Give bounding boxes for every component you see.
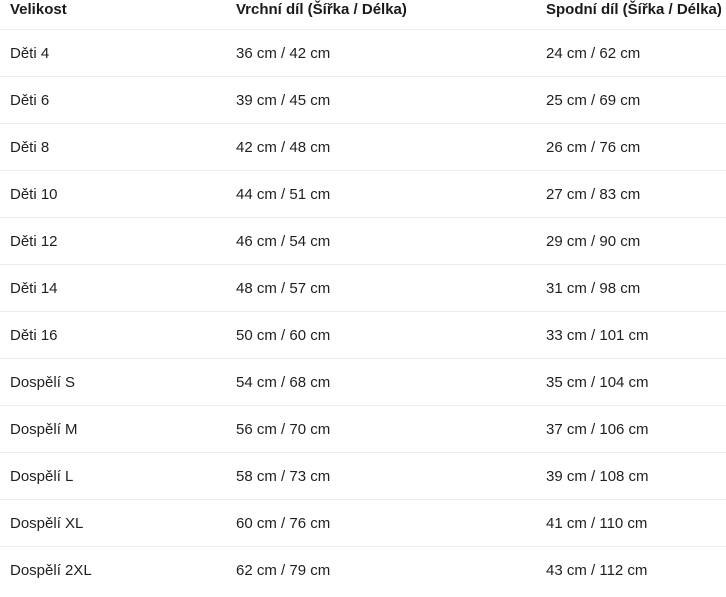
table-row xyxy=(0,218,726,265)
size-label-cell: Děti 16 xyxy=(0,312,226,359)
size-label-cell: Děti 6 xyxy=(0,77,226,124)
bottom-part-cell: 25 cm / 69 cm xyxy=(536,77,726,124)
size-label-cell: Děti 4 xyxy=(0,30,226,77)
size-label-cell: Dospělí S xyxy=(0,359,226,406)
size-label-cell: Děti 12 xyxy=(0,218,226,265)
size-label-cell: Dospělí 2XL xyxy=(10,561,92,579)
bottom-part-cell: 39 cm / 108 cm xyxy=(536,453,726,500)
size-label-cell: Děti 10 xyxy=(0,171,226,218)
table-row xyxy=(0,77,726,124)
top-part-cell: 56 cm / 70 cm xyxy=(226,406,536,453)
bottom-part-cell: 29 cm / 90 cm xyxy=(536,218,726,265)
top-part-cell: 36 cm / 42 cm xyxy=(226,30,536,77)
table-row xyxy=(0,359,726,406)
top-part-cell: 48 cm / 57 cm xyxy=(226,265,536,312)
bottom-part-cell: 41 cm / 110 cm xyxy=(536,500,726,547)
top-part-cell: 54 cm / 68 cm xyxy=(226,359,536,406)
bottom-part-cell: 33 cm / 101 cm xyxy=(536,312,726,359)
header-row xyxy=(0,0,726,30)
table-row xyxy=(0,30,726,77)
top-part-cell: 42 cm / 48 cm xyxy=(226,124,536,171)
size-label-cell: Děti 8 xyxy=(0,124,226,171)
bottom-part-cell: 27 cm / 83 cm xyxy=(536,171,726,218)
top-part-cell: 46 cm / 54 cm xyxy=(226,218,536,265)
bottom-part-cell: 43 cm / 112 cm xyxy=(546,561,648,579)
bottom-part-cell: 37 cm / 106 cm xyxy=(536,406,726,453)
top-part-cell: 50 cm / 60 cm xyxy=(226,312,536,359)
column-header-vrchni-dil: Vrchní díl (Šířka / Délka) xyxy=(226,0,536,30)
size-label-cell: Dospělí M xyxy=(0,406,226,453)
bottom-part-cell: 31 cm / 98 cm xyxy=(536,265,726,312)
size-label-cell: Děti 14 xyxy=(0,265,226,312)
table-row xyxy=(0,124,726,171)
top-part-cell: 39 cm / 45 cm xyxy=(226,77,536,124)
table-row xyxy=(0,500,726,547)
size-label-cell: Dospělí XL xyxy=(0,500,226,547)
bottom-part-cell: 26 cm / 76 cm xyxy=(536,124,726,171)
table-row xyxy=(0,171,726,218)
bottom-part-cell: 24 cm / 62 cm xyxy=(536,30,726,77)
column-header-velikost: Velikost xyxy=(0,0,226,30)
top-part-cell: 62 cm / 79 cm xyxy=(236,561,331,579)
table-row xyxy=(0,265,726,312)
column-header-spodni-dil: Spodní díl (Šířka / Délka) xyxy=(536,0,726,30)
table-row xyxy=(0,453,726,500)
size-label-cell: Dospělí L xyxy=(0,453,226,500)
top-part-cell: 44 cm / 51 cm xyxy=(226,171,536,218)
table-row xyxy=(0,406,726,453)
size-table-header xyxy=(0,0,726,30)
table-row xyxy=(0,312,726,359)
top-part-cell: 58 cm / 73 cm xyxy=(226,453,536,500)
size-table-body xyxy=(0,30,726,594)
table-row xyxy=(0,547,726,594)
top-part-cell: 60 cm / 76 cm xyxy=(226,500,536,547)
bottom-part-cell: 35 cm / 104 cm xyxy=(536,359,726,406)
